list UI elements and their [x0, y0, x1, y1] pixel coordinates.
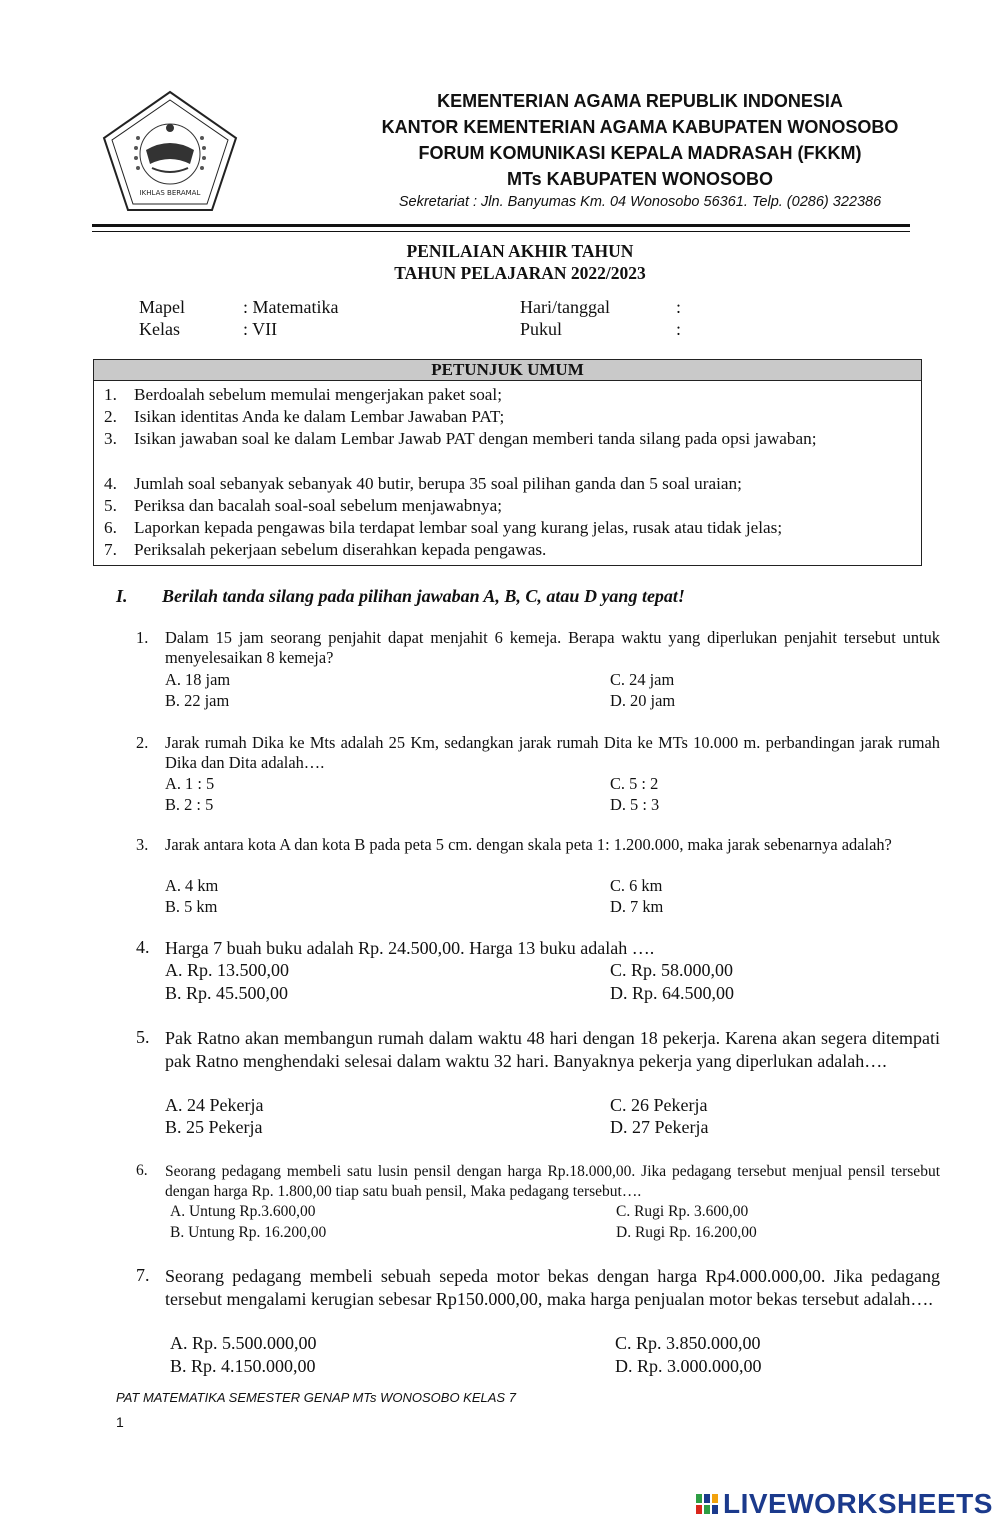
option-b[interactable]: B. 25 Pekerja [165, 1117, 263, 1137]
kemenag-logo [96, 88, 244, 216]
question-text: Seorang pedagang membeli satu lusin pensil dengan harga Rp.18.000,00. Jika pedagang tersebut menjual pensil tersebut dengan harga Rp. 1.800,00 tiap satu buah pensil, Maka pedagang tersebut…. [165, 1163, 940, 1200]
option-c[interactable]: C. 26 Pekerja [610, 1095, 708, 1115]
option-d[interactable]: D. Rugi Rp. 16.200,00 [616, 1224, 757, 1241]
header-school: MTs KABUPATEN WONOSOBO [507, 169, 773, 189]
question-text: Jarak antara kota A dan kota B pada peta 5 cm. dengan skala peta 1: 1.200.000, maka jarak sebenarnya adalah? [165, 835, 892, 854]
kelas-label: Kelas [139, 319, 180, 339]
option-c[interactable]: C. 24 jam [610, 670, 675, 689]
header-forum: FORUM KOMUNIKASI KEPALA MADRASAH (FKKM) [418, 143, 862, 163]
header-rule-thick [92, 224, 910, 227]
liveworksheets-brand[interactable] [695, 1488, 993, 1520]
option-d[interactable]: D. 5 : 3 [610, 795, 660, 814]
option-b[interactable]: B. 2 : 5 [165, 795, 214, 814]
logo-motto: IKHLAS BERAMAL [139, 189, 201, 197]
section-instruction: Berilah tanda silang pada pilihan jawaban A, B, C, atau D yang tepat! [162, 586, 685, 606]
option-b[interactable]: B. Untung Rp. 16.200,00 [170, 1224, 327, 1241]
option-b[interactable]: B. 5 km [165, 897, 218, 916]
option-c[interactable]: C. 6 km [610, 876, 663, 895]
exam-title: PENILAIAN AKHIR TAHUN [406, 241, 634, 261]
option-b[interactable]: B. Rp. 4.150.000,00 [170, 1356, 316, 1376]
mapel-label: Mapel [139, 297, 185, 317]
question-text: Pak Ratno akan membangun rumah dalam waktu 48 hari dengan 18 pekerja. Karena akan segera ditempati pak Ratno menghendaki selesai dalam waktu 32 hari. Banyaknya pekerja yang diperlukan adalah…. [165, 1028, 940, 1071]
option-d[interactable]: D. 7 km [610, 897, 664, 916]
pukul-label: Pukul [520, 319, 563, 339]
header-ministry: KEMENTERIAN AGAMA REPUBLIK INDONESIA [437, 91, 843, 111]
liveworksheets-logo-icon [695, 1492, 719, 1516]
section-number: I. [116, 586, 128, 606]
option-d[interactable]: D. Rp. 64.500,00 [610, 983, 735, 1003]
question-text: Seorang pedagang membeli sebuah sepeda motor bekas dengan harga Rp4.000.000,00. Jika pedagang tersebut mengalami kerugian sebesar Rp150.000,00, maka harga penjualan motor bekas tersebut adalah…. [165, 1266, 940, 1309]
option-a[interactable]: A. 1 : 5 [165, 774, 215, 793]
option-c[interactable]: C. Rugi Rp. 3.600,00 [616, 1203, 749, 1220]
header-rule-thin [92, 231, 910, 232]
exam-year: TAHUN PELAJARAN 2022/2023 [394, 263, 646, 283]
page-number: 1 [116, 1414, 124, 1430]
option-a[interactable]: A. Untung Rp.3.600,00 [170, 1203, 316, 1220]
liveworksheets-text: LIVEWORKSHEETS [723, 1488, 993, 1519]
hari-label: Hari/tanggal [520, 297, 610, 317]
option-a[interactable]: A. Rp. 13.500,00 [165, 960, 290, 980]
option-a[interactable]: A. 18 jam [165, 670, 231, 689]
option-d[interactable]: D. Rp. 3.000.000,00 [615, 1356, 762, 1376]
option-a[interactable]: A. 24 Pekerja [165, 1095, 264, 1115]
pukul-value: : [676, 319, 682, 339]
option-d[interactable]: D. 27 Pekerja [610, 1117, 709, 1137]
option-b[interactable]: B. Rp. 45.500,00 [165, 983, 289, 1003]
mapel-value: : Matematika [243, 297, 339, 317]
header-office: KANTOR KEMENTERIAN AGAMA KABUPATEN WONOSOBO [381, 117, 899, 137]
option-c[interactable]: C. 5 : 2 [610, 774, 659, 793]
option-a[interactable]: A. 4 km [165, 876, 219, 895]
question-text: Harga 7 buah buku adalah Rp. 24.500,00. Harga 13 buku adalah …. [165, 938, 655, 958]
hari-value: : [676, 297, 682, 317]
option-d[interactable]: D. 20 jam [610, 691, 676, 710]
instructions-heading: PETUNJUK UMUM [94, 360, 921, 381]
option-a[interactable]: A. Rp. 5.500.000,00 [170, 1333, 317, 1353]
option-c[interactable]: C. Rp. 58.000,00 [610, 960, 734, 980]
question-text: Dalam 15 jam seorang penjahit dapat menjahit 6 kemeja. Berapa waktu yang diperlukan penjahit tersebut untuk menyelesaikan 8 kemeja? [165, 628, 940, 667]
kelas-value: : VII [243, 319, 278, 339]
question-text: Jarak rumah Dika ke Mts adalah 25 Km, sedangkan jarak rumah Dita ke MTs 10.000 m. perbandingan jarak rumah Dika dan Dita adalah…. [165, 733, 940, 772]
option-b[interactable]: B. 22 jam [165, 691, 230, 710]
header-address: Sekretariat : Jln. Banyumas Km. 04 Wonosobo 56361. Telp. (0286) 322386 [398, 194, 882, 210]
option-c[interactable]: C. Rp. 3.850.000,00 [615, 1333, 761, 1353]
instructions-box: PETUNJUK UMUM 1. Berdoalah sebelum memulai mengerjakan paket soal; 2. Isikan identitas Anda ke dalam Lembar Jawaban PAT; 3. Isikan jawaban soal ke dalam Lembar Jawab PAT dengan memberi tanda silang pada opsi jawaban; 4. Jumlah soal sebanyak sebanyak 40 butir, berupa 35 soal pilihan ganda dan 5 soal uraian; 5. Periksa dan bacalah soal-soal sebelum menjawabnya; 6. Laporkan kepada pengawas bila terdapat lembar soal yang kurang jelas, rusak atau tidak jelas; 7. Periksalah pekerjaan sebelum diserahkan kepada pengawas. [93, 359, 922, 566]
page-footer: PAT MATEMATIKA SEMESTER GENAP MTs WONOSOBO KELAS 7 [116, 1390, 516, 1405]
